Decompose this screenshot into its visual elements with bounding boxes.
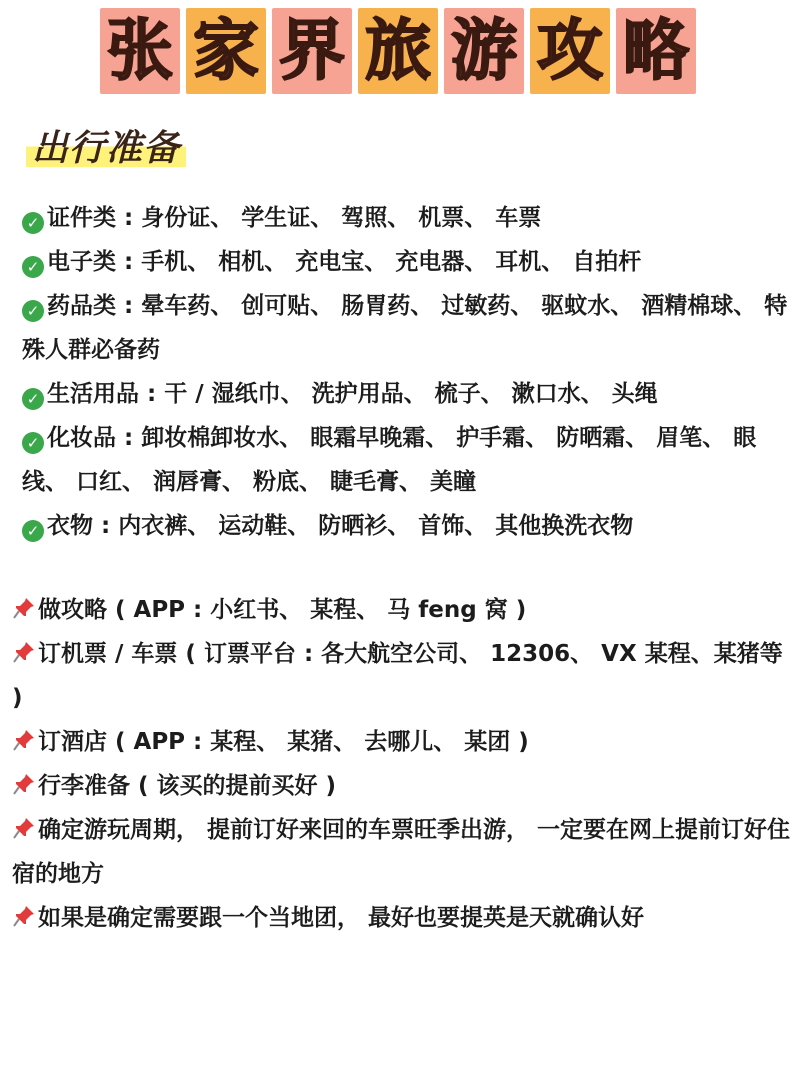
checklist-category: 化妆品 <box>47 425 116 451</box>
title-char: 家 <box>186 8 266 94</box>
checklist-item: ✓ 化妆品 : 卸妆棉卸妆水、 眼霜早晚霜、 护手霜、 防晒霜、 眉笔、 眼线、 口红、 润唇膏、 粉底、 睫毛膏、 美瞳 <box>22 425 757 495</box>
pushpin-icon <box>12 728 36 752</box>
pushpin-icon <box>12 816 36 840</box>
checklist-items: 手机、 相机、 充电宝、 充电器、 耳机、 自拍杆 <box>141 249 642 275</box>
pushpin-icon <box>12 640 36 664</box>
title-char: 界 <box>272 8 352 94</box>
tip-text: 做攻略 ( APP : 小红书、 某程、 马 feng 窝 ) <box>38 597 527 623</box>
pushpin-icon <box>12 772 36 796</box>
checklist-category: 电子类 <box>47 249 116 275</box>
checklist-item: ✓ 药品类 : 晕车药、 创可贴、 肠胃药、 过敏药、 驱蚊水、 酒精棉球、 特殊人群必备药 <box>22 293 788 363</box>
checklist-category: 生活用品 <box>47 381 139 407</box>
title-char: 张 <box>100 8 180 94</box>
tip-text: 行李准备 ( 该买的提前买好 ) <box>38 773 337 799</box>
checklist-item: ✓ 电子类 : 手机、 相机、 充电宝、 充电器、 耳机、 自拍杆 <box>22 240 792 284</box>
check-circle-icon: ✓ <box>22 388 44 410</box>
tip-text: 如果是确定需要跟一个当地团， 最好也要提英是天就确认好 <box>38 905 645 931</box>
tip-text: 订酒店 ( APP : 某程、 某猪、 去哪儿、 某团 ) <box>38 729 529 755</box>
checklist-item: ✓ 生活用品 : 干 / 湿纸巾、 洗护用品、 梳子、 漱口水、 头绳 <box>22 372 792 416</box>
tip-item <box>12 720 792 764</box>
checklist-item: ✓ 证件类 : 身份证、 学生证、 驾照、 机票、 车票 <box>22 196 792 240</box>
tip-item <box>12 632 792 720</box>
section-heading: 出行准备 <box>26 120 186 171</box>
page-title <box>100 8 700 100</box>
title-char: 旅 <box>358 8 438 94</box>
check-circle-icon: ✓ <box>22 212 44 234</box>
checklist-category: 证件类 <box>47 205 116 231</box>
packing-checklist <box>22 196 792 548</box>
checklist-items: 卸妆棉卸妆水、 眼霜早晚霜、 护手霜、 防晒霜、 眉笔、 眼线、 口红、 润唇膏、 粉底、 睫毛膏、 美瞳 <box>22 425 757 495</box>
check-circle-icon: ✓ <box>22 520 44 542</box>
checklist-items: 晕车药、 创可贴、 肠胃药、 过敏药、 驱蚊水、 酒精棉球、 特殊人群必备药 <box>22 293 788 363</box>
title-char: 攻 <box>530 8 610 94</box>
pushpin-icon <box>12 596 36 620</box>
tip-text: 确定游玩周期， 提前订好来回的车票旺季出游， 一定要在网上提前订好住宿的地方 <box>12 817 791 887</box>
title-char: 略 <box>616 8 696 94</box>
title-char: 游 <box>444 8 524 94</box>
checklist-items: 内衣裤、 运动鞋、 防晒衫、 首饰、 其他换洗衣物 <box>118 513 634 539</box>
tip-item <box>12 896 792 940</box>
check-circle-icon: ✓ <box>22 256 44 278</box>
checklist-item: ✓ 衣物 : 内衣裤、 运动鞋、 防晒衫、 首饰、 其他换洗衣物 <box>22 504 792 548</box>
checklist-items: 身份证、 学生证、 驾照、 机票、 车票 <box>141 205 542 231</box>
check-circle-icon: ✓ <box>22 432 44 454</box>
checklist-category: 衣物 <box>47 513 93 539</box>
pushpin-icon <box>12 904 36 928</box>
tip-item <box>12 808 792 896</box>
checklist-items: 干 / 湿纸巾、 洗护用品、 梳子、 漱口水、 头绳 <box>164 381 658 407</box>
checklist-category: 药品类 <box>47 293 116 319</box>
tip-text: 订机票 / 车票 ( 订票平台 : 各大航空公司、 12306、 VX 某程、某猪等 ) <box>12 641 783 711</box>
check-circle-icon: ✓ <box>22 300 44 322</box>
preparation-tips <box>12 588 792 940</box>
tip-item <box>12 588 792 632</box>
tip-item <box>12 764 792 808</box>
